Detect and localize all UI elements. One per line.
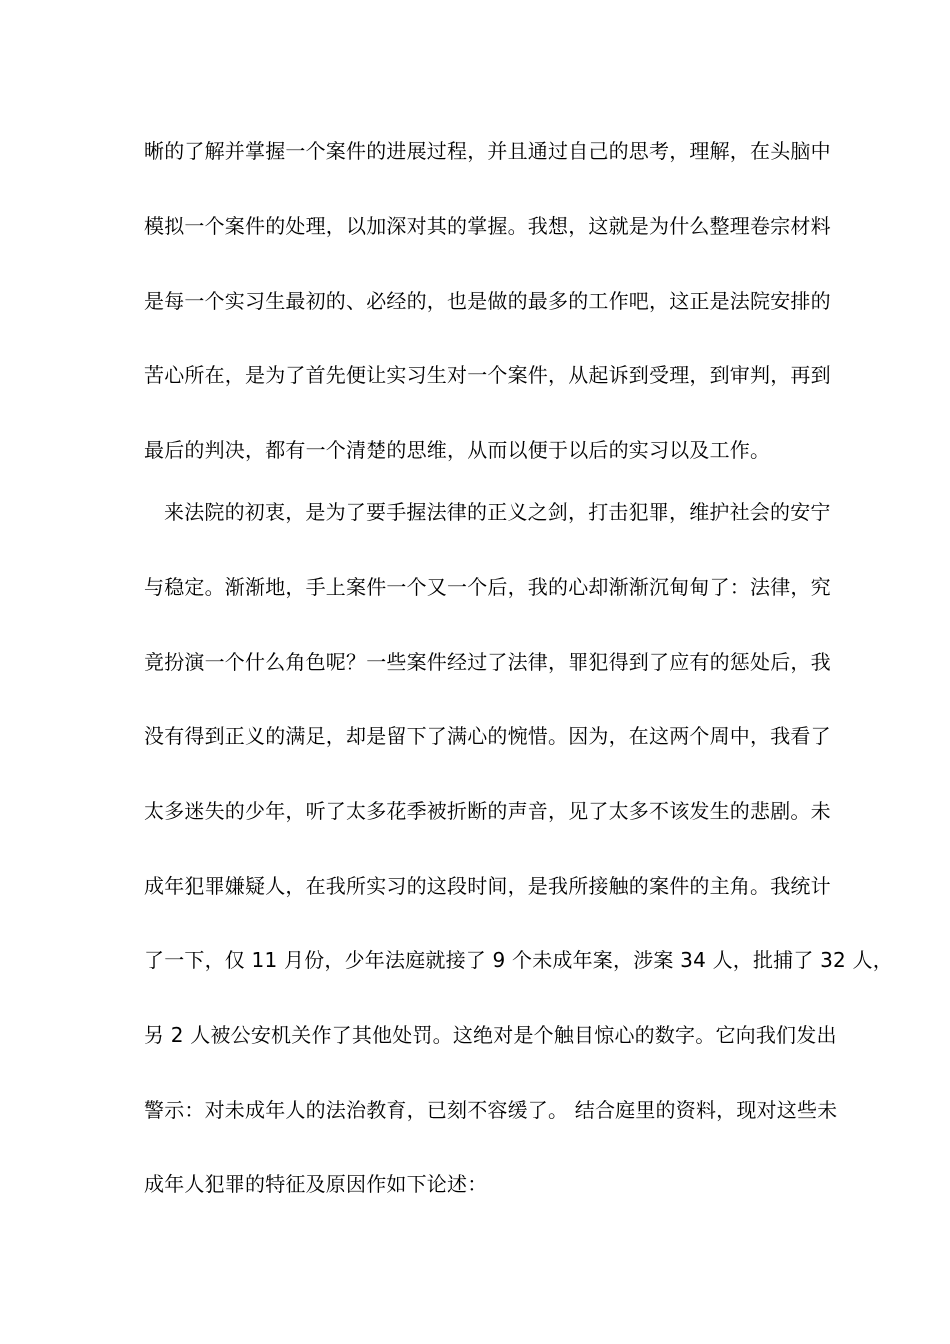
paragraph-line: 成年人犯罪的特征及原因作如下论述： xyxy=(144,1172,488,1196)
paragraph-line: 与稳定。渐渐地，手上案件一个又一个后，我的心却渐渐沉甸甸了：法律，究 xyxy=(144,575,831,599)
paragraph-line: 晰的了解并掌握一个案件的进展过程，并且通过自己的思考，理解，在头脑中 xyxy=(144,139,831,163)
paragraph-line: 了一下，仅 11 月份，少年法庭就接了 9 个未成年案，涉案 34 人，批捕了 32 人， xyxy=(144,948,893,972)
paragraph-line: 另 2 人被公安机关作了其他处罚。这绝对是个触目惊心的数字。它向我们发出 xyxy=(144,1023,837,1047)
paragraph-line: 成年犯罪嫌疑人，在我所实习的这段时间，是我所接触的案件的主角。我统计 xyxy=(144,874,831,898)
paragraph-line: 太多迷失的少年，听了太多花季被折断的声音，见了太多不该发生的悲剧。未 xyxy=(144,799,831,823)
paragraph-line: 苦心所在，是为了首先便让实习生对一个案件，从起诉到受理，到审判，再到 xyxy=(144,363,831,387)
paragraph-line: 警示：对未成年人的法治教育，已刻不容缓了。 结合庭里的资料，现对这些未 xyxy=(144,1098,838,1122)
paragraph-line: 没有得到正义的满足，却是留下了满心的惋惜。因为，在这两个周中，我看了 xyxy=(144,724,831,748)
paragraph-line: 来法院的初衷，是为了要手握法律的正义之剑，打击犯罪，维护社会的安宁 xyxy=(164,500,831,524)
paragraph-line: 竟扮演一个什么角色呢？一些案件经过了法律，罪犯得到了应有的惩处后，我 xyxy=(144,650,831,674)
paragraph-line: 最后的判决，都有一个清楚的思维，从而以便于以后的实习以及工作。 xyxy=(144,438,771,462)
paragraph-line: 模拟一个案件的处理，以加深对其的掌握。我想，这就是为什么整理卷宗材料 xyxy=(144,214,831,238)
paragraph-line: 是每一个实习生最初的、必经的，也是做的最多的工作吧，这正是法院安排的 xyxy=(144,289,831,313)
